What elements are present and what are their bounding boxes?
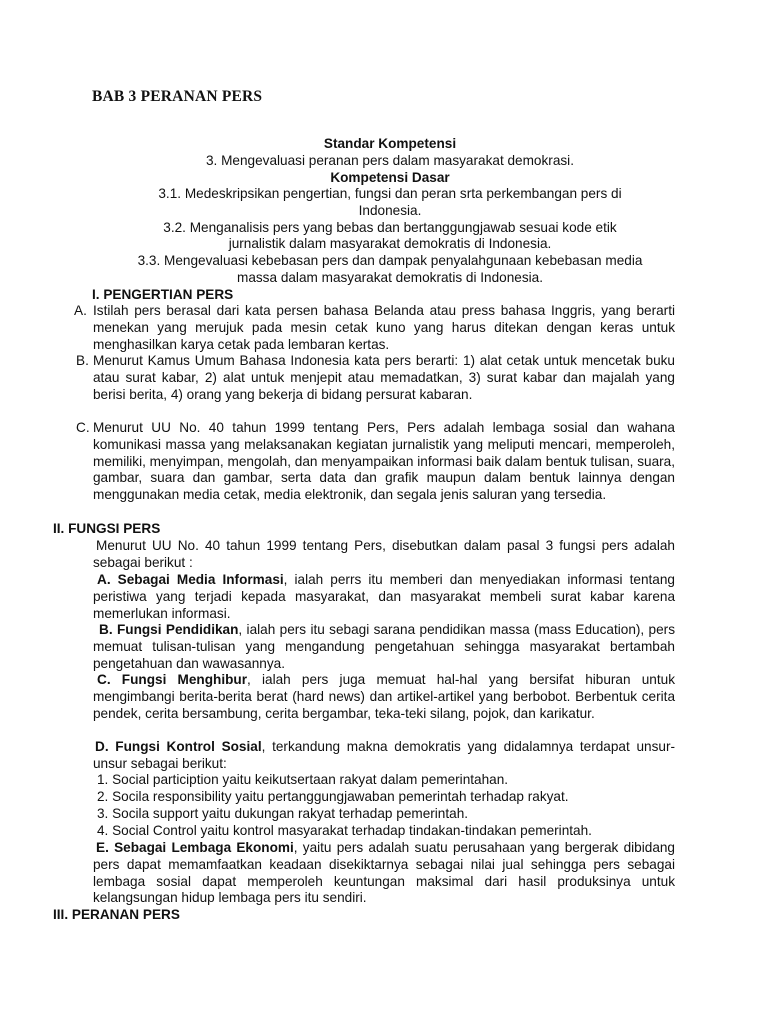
section-heading-pengertian: I. PENGERTIAN PERS	[92, 287, 234, 302]
pengertian-b-text: Menurut Kamus Umum Bahasa Indonesia kata pers berarti: 1) alat cetak untuk mencetak buku atau surat kabar, 2) alat untuk menjepit atau memadatkan, 3) surat kabar dan majalah yang berisi berita, 4) orang yang bekerja di bidang persurat kabaran.	[93, 353, 675, 402]
fungsi-d-paragraph	[93, 739, 675, 773]
item-marker-c: C.	[76, 420, 90, 435]
item-marker-b: B.	[76, 353, 89, 368]
fungsi-a-text: , ialah perrs itu memberi dan menyediakan informasi tentang peristiwa yang terjadi kepada masyarakat, dan masyarakat membeli surat kabar karena memerlukan informasi.	[93, 572, 675, 621]
kontrol-sosial-item-1: 1. Social particiption yaitu keikutsertaan rakyat dalam pemerintahan.	[97, 772, 509, 787]
kompetensi-dasar-3b: massa dalam masyarakat demokratis di Indonesia.	[237, 270, 543, 285]
pengertian-a-text: Istilah pers berasal dari kata persen bahasa Belanda atau press bahasa Inggris, yang berarti menekan yang merujuk pada mesin cetak kuno yang harus ditekan dengan keras untuk menghasilkan karya cetak pada lembaran kertas.	[93, 303, 675, 352]
fungsi-b-label: B. Fungsi Pendidikan	[99, 622, 239, 637]
fungsi-b-paragraph	[93, 622, 675, 672]
chapter-title: BAB 3 PERANAN PERS	[92, 88, 263, 105]
section-heading-peranan: III. PERANAN PERS	[53, 907, 180, 922]
kompetensi-dasar-1a: 3.1. Medeskripsikan pengertian, fungsi dan peran srta perkembangan pers di	[158, 186, 622, 201]
fungsi-b-text: , ialah pers itu sebagi sarana pendidikan massa (mass Education), pers memuat tulisan-tulisan yang mengandung pengetahuan sehingga masyarakat bertambah pengetahuan dan wawasannya.	[93, 622, 676, 671]
fungsi-c-paragraph	[93, 672, 675, 722]
kompetensi-dasar-2a: 3.2. Menganalisis pers yang bebas dan bertanggungjawab sesuai kode etik	[163, 220, 617, 235]
fungsi-e-text: , yaitu pers adalah suatu perusahaan yang bergerak dibidang pers dapat memamfaatkan keadaan disekiktarnya sebagai nilai jual sehingga pers sebagai lembaga sosial dapat memperoleh keuntungan maksimal dari hasil produksinya untuk kelangsungan hidup lembaga pers itu sendiri.	[93, 840, 675, 906]
fungsi-d-label: D. Fungsi Kontrol Sosial	[95, 739, 262, 754]
fungsi-c-text: , ialah pers juga memuat hal-hal yang bersifat hiburan untuk mengimbangi berita-berita berat (hard news) dan artikel-artikel yang berbobot. Berbentuk cerita pendek, cerita bersambung, cerita bergambar, teka-teki silang, pojok, dan karikatur.	[93, 672, 675, 721]
kontrol-sosial-item-2: 2. Socila responsibility yaitu pertanggungjawaban pemerintah terhadap rakyat.	[97, 789, 569, 804]
fungsi-a-label: A. Sebagai Media Informasi	[97, 572, 284, 587]
kompetensi-dasar-3a: 3.3. Mengevaluasi kebebasan pers dan dampak penyalahgunaan kebebasan media	[137, 253, 643, 268]
fungsi-e-label: E. Sebagai Lembaga Ekonomi	[96, 840, 294, 855]
kontrol-sosial-item-3: 3. Socila support yaitu dukungan rakyat terhadap pemerintah.	[97, 806, 469, 821]
fungsi-intro: Menurut UU No. 40 tahun 1999 tentang Pers, disebutkan dalam pasal 3 fungsi pers adalah sebagai berikut :	[93, 538, 675, 570]
section-heading-fungsi: II. FUNGSI PERS	[53, 521, 161, 536]
fungsi-e-paragraph	[93, 840, 675, 907]
kompetensi-dasar-1b: Indonesia.	[358, 203, 422, 218]
fungsi-d-text: , terkandung makna demokratis yang didalamnya terdapat unsur-unsur sebagai berikut:	[93, 739, 675, 771]
kontrol-sosial-item-4: 4. Social Control yaitu kontrol masyarakat terhadap tindakan-tindakan pemerintah.	[97, 823, 592, 838]
pengertian-c-text: Menurut UU No. 40 tahun 1999 tentang Pers, Pers adalah lembaga sosial dan wahana komunikasi massa yang melaksanakan kegiatan jurnalistik yang meliputi mencari, memperoleh, memiliki, menyimpan, mengolah, dan menyampaikan informasi baik dalam bentuk tulisan, suara, gambar, suara dan gambar, serta data dan grafik maupun dalam bentuk lainnya dengan menggunakan media cetak, media elektronik, dan segala jenis saluran yang tersedia.	[93, 420, 675, 503]
standar-kompetensi-item: 3. Mengevaluasi peranan pers dalam masyarakat demokrasi.	[206, 153, 574, 168]
fungsi-a-paragraph	[93, 572, 675, 622]
kompetensi-dasar-title: Kompetensi Dasar	[330, 170, 450, 185]
kompetensi-dasar-2b: jurnalistik dalam masyarakat demokratis di Indonesia.	[228, 236, 552, 251]
standar-kompetensi-title: Standar Kompetensi	[323, 136, 457, 151]
fungsi-c-label: C. Fungsi Menghibur	[97, 672, 248, 687]
item-marker-a: A.	[74, 303, 87, 318]
